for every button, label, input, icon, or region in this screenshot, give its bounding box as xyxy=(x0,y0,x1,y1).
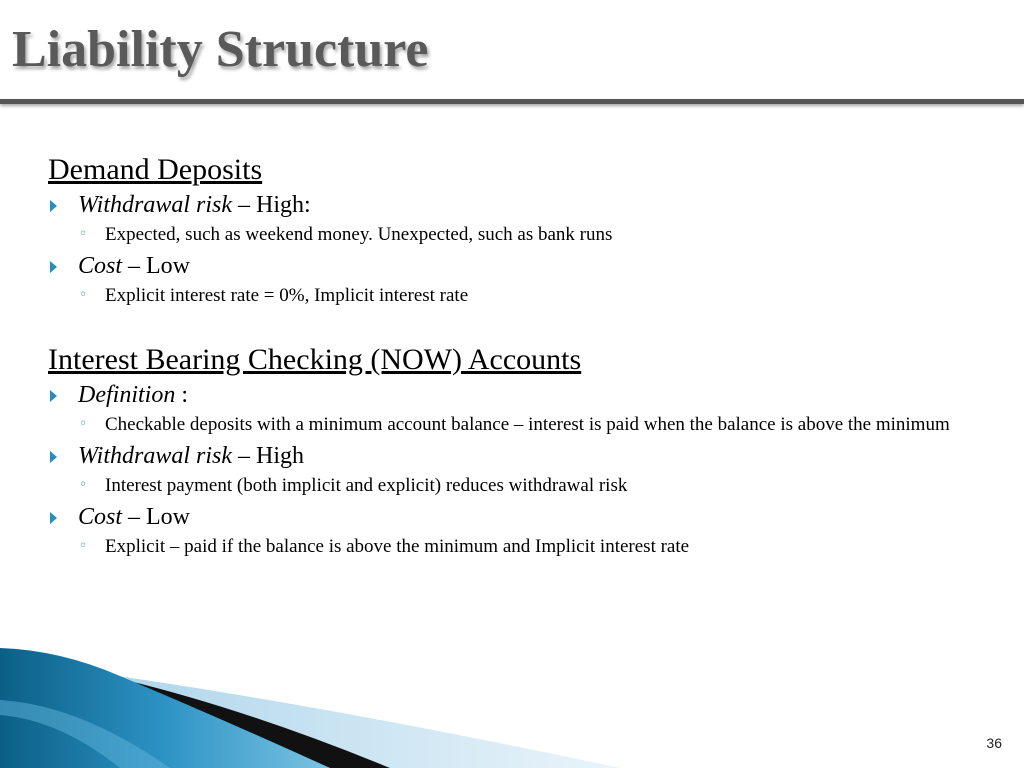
triangle-right-icon xyxy=(50,200,57,212)
bullet-cost xyxy=(48,502,998,533)
section-heading-demand-deposits: Demand Deposits xyxy=(48,153,263,186)
ring-bullet-icon: ◦ xyxy=(79,226,88,242)
page-number: 36 xyxy=(986,735,1002,751)
bullet-term: Definition xyxy=(78,382,176,408)
bullet-text: – Low xyxy=(122,504,191,530)
slide-title: Liability Structure xyxy=(12,21,429,78)
bullet-definition xyxy=(48,380,998,411)
bullet-text: : xyxy=(175,382,188,408)
bullet-text: – High xyxy=(232,443,305,469)
sub-bullet xyxy=(48,282,998,312)
sub-bullet xyxy=(48,472,998,502)
bullet-term: Cost xyxy=(78,504,123,530)
triangle-right-icon xyxy=(50,261,57,273)
bullet-text: – Low xyxy=(122,253,191,279)
bullet-term: Cost xyxy=(78,253,123,279)
triangle-right-icon xyxy=(50,512,57,524)
bullet-withdrawal-risk xyxy=(48,190,998,221)
slide-body xyxy=(48,152,998,563)
sub-bullet-text: Explicit interest rate = 0%, Implicit interest rate xyxy=(105,285,469,306)
bullet-text: – High: xyxy=(232,192,311,218)
triangle-right-icon xyxy=(50,390,57,402)
sub-bullet-text: Interest payment (both implicit and explicit) reduces withdrawal risk xyxy=(105,475,628,496)
bullet-withdrawal-risk xyxy=(48,441,998,472)
bullet-term: Withdrawal risk xyxy=(78,443,233,469)
ring-bullet-icon: ◦ xyxy=(79,477,88,493)
ring-bullet-icon: ◦ xyxy=(79,416,88,432)
sub-bullet-text: Expected, such as weekend money. Unexpected, such as bank runs xyxy=(105,224,613,245)
sub-bullet xyxy=(48,411,998,441)
ring-bullet-icon: ◦ xyxy=(79,287,88,303)
triangle-right-icon xyxy=(50,451,57,463)
bullet-term: Withdrawal risk xyxy=(78,192,233,218)
sub-bullet-text: Explicit – paid if the balance is above the minimum and Implicit interest rate xyxy=(105,536,690,557)
wave-light-band xyxy=(60,668,620,768)
sub-bullet xyxy=(48,533,998,563)
wave-blue-highlight xyxy=(0,700,170,768)
sub-bullet xyxy=(48,221,998,251)
wave-blue-band xyxy=(0,648,330,768)
wave-black-band xyxy=(40,662,390,768)
section-heading-now-accounts: Interest Bearing Checking (NOW) Accounts xyxy=(48,343,582,376)
sub-bullet-text: Checkable deposits with a minimum account balance – interest is paid when the balance is above the minimum xyxy=(105,414,950,435)
ring-bullet-icon: ◦ xyxy=(79,538,88,554)
title-divider xyxy=(0,99,1024,104)
bullet-cost xyxy=(48,251,998,282)
